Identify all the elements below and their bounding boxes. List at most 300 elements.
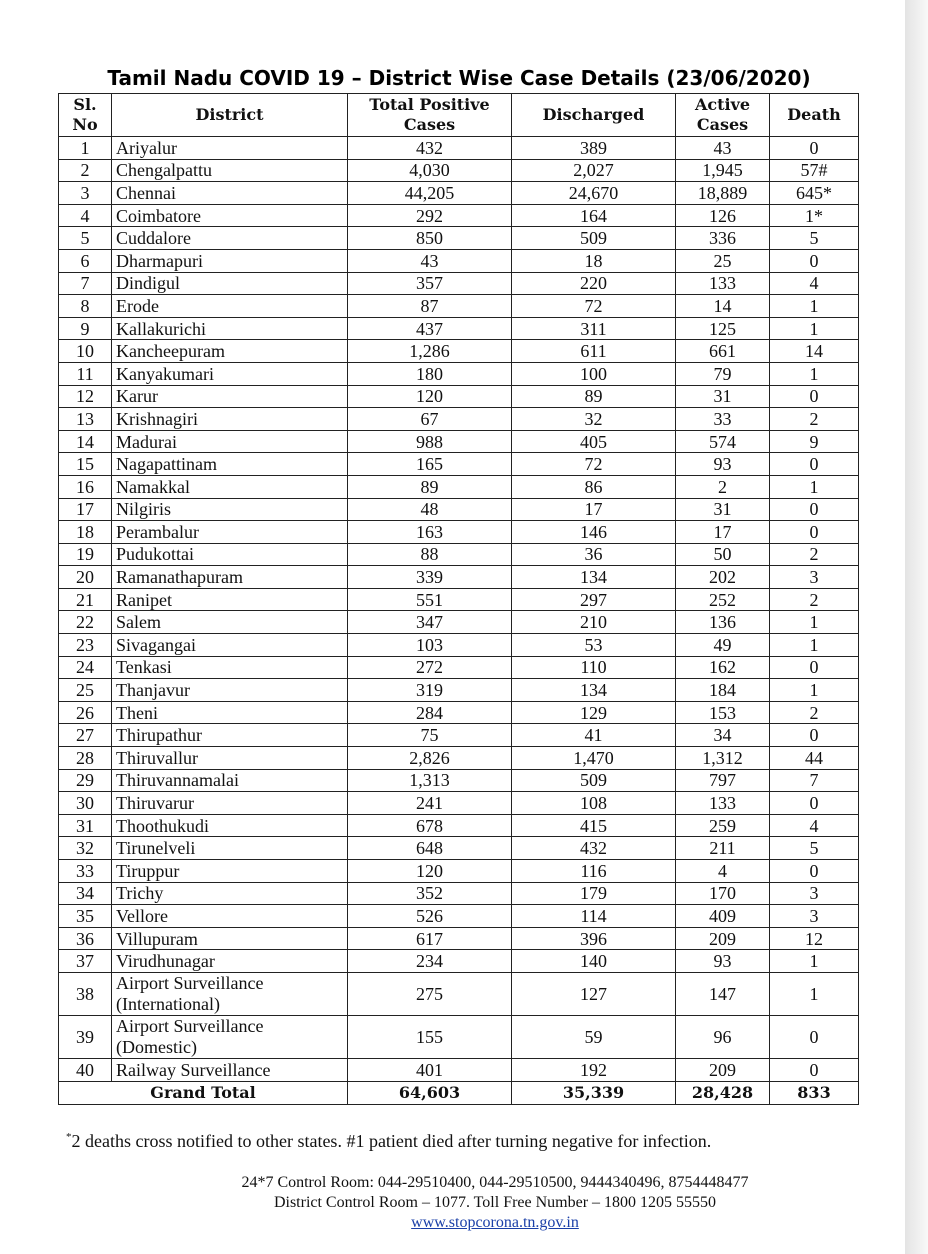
row-death: 1	[770, 634, 859, 657]
header-discharged: Discharged	[512, 94, 676, 137]
row-district: Dindigul	[112, 272, 348, 295]
header-total-line2: Cases	[403, 115, 456, 134]
table-row	[59, 679, 859, 702]
row-sl-no: 25	[59, 679, 112, 702]
row-district: Nilgiris	[112, 498, 348, 521]
row-active-cases: 93	[676, 950, 770, 973]
row-active-cases: 25	[676, 249, 770, 272]
grand-total-discharged: 35,339	[512, 1081, 676, 1104]
row-discharged: 134	[512, 679, 676, 702]
row-death: 57#	[770, 159, 859, 182]
row-active-cases: 31	[676, 385, 770, 408]
table-row	[59, 340, 859, 363]
page-edge-shadow	[905, 0, 928, 1254]
row-active-cases: 147	[676, 972, 770, 1015]
table-row	[59, 950, 859, 973]
grand-total-label: Grand Total	[59, 1081, 348, 1104]
row-discharged: 18	[512, 249, 676, 272]
row-sl-no: 3	[59, 182, 112, 205]
header-district: District	[112, 94, 348, 137]
row-death: 0	[770, 453, 859, 476]
row-sl-no: 26	[59, 701, 112, 724]
row-death: 0	[770, 498, 859, 521]
district-control-room-line: District Control Room – 1077. Toll Free Number – 1800 1205 55550	[273, 1194, 717, 1211]
row-discharged: 396	[512, 927, 676, 950]
row-discharged: 89	[512, 385, 676, 408]
table-row	[59, 385, 859, 408]
row-district: Karur	[112, 385, 348, 408]
table-row	[59, 747, 859, 770]
row-sl-no: 11	[59, 362, 112, 385]
row-sl-no: 30	[59, 792, 112, 815]
row-death: 5	[770, 837, 859, 860]
row-death: 3	[770, 905, 859, 928]
row-death: 12	[770, 927, 859, 950]
row-sl-no: 13	[59, 408, 112, 431]
row-active-cases: 409	[676, 905, 770, 928]
row-district: Sivagangai	[112, 634, 348, 657]
row-total-positive: 648	[348, 837, 512, 860]
header-sl-line2: No	[72, 115, 98, 134]
row-sl-no: 2	[59, 159, 112, 182]
row-total-positive: 617	[348, 927, 512, 950]
row-active-cases: 209	[676, 1058, 770, 1081]
row-district: Airport Surveillance (Domestic)	[112, 1015, 348, 1058]
row-active-cases: 574	[676, 430, 770, 453]
row-sl-no: 16	[59, 475, 112, 498]
row-active-cases: 153	[676, 701, 770, 724]
row-death: 2	[770, 408, 859, 431]
row-district: Namakkal	[112, 475, 348, 498]
table-row	[59, 1058, 859, 1081]
row-sl-no: 6	[59, 249, 112, 272]
row-discharged: 129	[512, 701, 676, 724]
row-total-positive: 4,030	[348, 159, 512, 182]
table-row	[59, 430, 859, 453]
row-active-cases: 125	[676, 317, 770, 340]
row-total-positive: 2,826	[348, 747, 512, 770]
row-sl-no: 35	[59, 905, 112, 928]
grand-total-active: 28,428	[676, 1081, 770, 1104]
row-sl-no: 17	[59, 498, 112, 521]
table-row	[59, 972, 859, 1015]
row-district: Villupuram	[112, 927, 348, 950]
table-row	[59, 927, 859, 950]
row-district: Kanyakumari	[112, 362, 348, 385]
row-discharged: 72	[512, 295, 676, 318]
row-district: Railway Surveillance	[112, 1058, 348, 1081]
row-total-positive: 551	[348, 588, 512, 611]
row-death: 645*	[770, 182, 859, 205]
row-death: 1	[770, 295, 859, 318]
table-row	[59, 204, 859, 227]
row-death: 0	[770, 521, 859, 544]
table-row	[59, 611, 859, 634]
table-row	[59, 860, 859, 883]
row-district: Erode	[112, 295, 348, 318]
row-discharged: 127	[512, 972, 676, 1015]
row-district: Airport Surveillance (International)	[112, 972, 348, 1015]
row-sl-no: 19	[59, 543, 112, 566]
table-row	[59, 408, 859, 431]
table-row	[59, 656, 859, 679]
row-district: Ariyalur	[112, 137, 348, 160]
row-discharged: 114	[512, 905, 676, 928]
row-discharged: 389	[512, 137, 676, 160]
row-active-cases: 14	[676, 295, 770, 318]
row-sl-no: 7	[59, 272, 112, 295]
row-total-positive: 89	[348, 475, 512, 498]
row-total-positive: 87	[348, 295, 512, 318]
row-sl-no: 4	[59, 204, 112, 227]
row-active-cases: 79	[676, 362, 770, 385]
row-total-positive: 103	[348, 634, 512, 657]
row-total-positive: 88	[348, 543, 512, 566]
row-death: 7	[770, 769, 859, 792]
row-discharged: 164	[512, 204, 676, 227]
header-sl-line1: Sl.	[73, 95, 97, 114]
row-district: Dharmapuri	[112, 249, 348, 272]
row-total-positive: 319	[348, 679, 512, 702]
table-row	[59, 272, 859, 295]
row-total-positive: 678	[348, 814, 512, 837]
row-death: 2	[770, 543, 859, 566]
row-discharged: 509	[512, 227, 676, 250]
grand-total-death: 833	[770, 1081, 859, 1104]
row-discharged: 179	[512, 882, 676, 905]
row-sl-no: 27	[59, 724, 112, 747]
row-discharged: 17	[512, 498, 676, 521]
row-sl-no: 33	[59, 860, 112, 883]
row-discharged: 86	[512, 475, 676, 498]
row-active-cases: 133	[676, 272, 770, 295]
row-total-positive: 357	[348, 272, 512, 295]
row-sl-no: 38	[59, 972, 112, 1015]
header-active-line1: Active	[694, 95, 751, 114]
row-active-cases: 170	[676, 882, 770, 905]
footnote	[66, 1126, 826, 1152]
row-active-cases: 661	[676, 340, 770, 363]
row-district: Vellore	[112, 905, 348, 928]
row-active-cases: 797	[676, 769, 770, 792]
row-active-cases: 93	[676, 453, 770, 476]
table-body	[59, 137, 859, 1082]
row-district: Virudhunagar	[112, 950, 348, 973]
row-total-positive: 67	[348, 408, 512, 431]
row-sl-no: 36	[59, 927, 112, 950]
row-total-positive: 437	[348, 317, 512, 340]
row-district: Krishnagiri	[112, 408, 348, 431]
row-total-positive: 339	[348, 566, 512, 589]
row-sl-no: 10	[59, 340, 112, 363]
row-active-cases: 162	[676, 656, 770, 679]
row-district: Coimbatore	[112, 204, 348, 227]
row-death: 0	[770, 385, 859, 408]
row-district: Perambalur	[112, 521, 348, 544]
row-district: Chennai	[112, 182, 348, 205]
grand-total-positive: 64,603	[348, 1081, 512, 1104]
row-death: 1	[770, 611, 859, 634]
document-title: Tamil Nadu COVID 19 – District Wise Case Details (23/06/2020)	[107, 66, 811, 90]
row-sl-no: 28	[59, 747, 112, 770]
row-death: 3	[770, 566, 859, 589]
table-row	[59, 769, 859, 792]
table-row	[59, 137, 859, 160]
header-active-line2: Cases	[696, 115, 749, 134]
row-district: Theni	[112, 701, 348, 724]
row-death: 0	[770, 137, 859, 160]
website-link[interactable]: www.stopcorona.tn.gov.in	[411, 1214, 579, 1231]
table-row	[59, 724, 859, 747]
row-district: Tenkasi	[112, 656, 348, 679]
row-active-cases: 1,945	[676, 159, 770, 182]
row-active-cases: 4	[676, 860, 770, 883]
row-total-positive: 401	[348, 1058, 512, 1081]
contact-block	[60, 1173, 928, 1233]
row-active-cases: 252	[676, 588, 770, 611]
row-death: 0	[770, 724, 859, 747]
row-total-positive: 120	[348, 860, 512, 883]
row-death: 0	[770, 792, 859, 815]
row-death: 14	[770, 340, 859, 363]
row-total-positive: 180	[348, 362, 512, 385]
row-sl-no: 32	[59, 837, 112, 860]
row-sl-no: 22	[59, 611, 112, 634]
row-discharged: 100	[512, 362, 676, 385]
table-row	[59, 814, 859, 837]
row-district: Thiruvallur	[112, 747, 348, 770]
row-active-cases: 259	[676, 814, 770, 837]
row-district: Kancheepuram	[112, 340, 348, 363]
row-discharged: 53	[512, 634, 676, 657]
row-total-positive: 234	[348, 950, 512, 973]
row-total-positive: 347	[348, 611, 512, 634]
row-district: Nagapattinam	[112, 453, 348, 476]
row-death: 1	[770, 362, 859, 385]
row-death: 4	[770, 814, 859, 837]
row-total-positive: 432	[348, 137, 512, 160]
table-row	[59, 521, 859, 544]
row-sl-no: 34	[59, 882, 112, 905]
row-district: Thanjavur	[112, 679, 348, 702]
header-total-line1: Total Positive	[369, 95, 490, 114]
row-active-cases: 1,312	[676, 747, 770, 770]
header-total-positive	[348, 94, 512, 137]
row-death: 2	[770, 701, 859, 724]
row-discharged: 210	[512, 611, 676, 634]
row-total-positive: 155	[348, 1015, 512, 1058]
table-row	[59, 792, 859, 815]
row-district: Salem	[112, 611, 348, 634]
row-district: Thoothukudi	[112, 814, 348, 837]
table-row	[59, 362, 859, 385]
row-discharged: 146	[512, 521, 676, 544]
row-total-positive: 44,205	[348, 182, 512, 205]
row-active-cases: 18,889	[676, 182, 770, 205]
row-district: Thiruvarur	[112, 792, 348, 815]
row-sl-no: 29	[59, 769, 112, 792]
row-sl-no: 14	[59, 430, 112, 453]
row-total-positive: 275	[348, 972, 512, 1015]
row-discharged: 59	[512, 1015, 676, 1058]
row-total-positive: 988	[348, 430, 512, 453]
row-death: 44	[770, 747, 859, 770]
row-discharged: 36	[512, 543, 676, 566]
row-death: 0	[770, 860, 859, 883]
row-total-positive: 165	[348, 453, 512, 476]
row-total-positive: 1,313	[348, 769, 512, 792]
row-discharged: 41	[512, 724, 676, 747]
row-sl-no: 18	[59, 521, 112, 544]
row-active-cases: 133	[676, 792, 770, 815]
row-death: 1	[770, 317, 859, 340]
table-row	[59, 634, 859, 657]
row-sl-no: 40	[59, 1058, 112, 1081]
row-total-positive: 850	[348, 227, 512, 250]
row-active-cases: 33	[676, 408, 770, 431]
row-sl-no: 37	[59, 950, 112, 973]
row-discharged: 32	[512, 408, 676, 431]
row-sl-no: 31	[59, 814, 112, 837]
row-death: 1	[770, 475, 859, 498]
row-district: Cuddalore	[112, 227, 348, 250]
footnote-mark: *	[66, 1131, 72, 1143]
table-row	[59, 1015, 859, 1058]
row-district: Pudukottai	[112, 543, 348, 566]
row-sl-no: 9	[59, 317, 112, 340]
row-death: 0	[770, 249, 859, 272]
row-discharged: 110	[512, 656, 676, 679]
row-death: 1	[770, 950, 859, 973]
row-active-cases: 31	[676, 498, 770, 521]
district-case-table	[58, 93, 859, 1105]
row-district: Tiruppur	[112, 860, 348, 883]
row-total-positive: 120	[348, 385, 512, 408]
header-sl-no	[59, 94, 112, 137]
row-total-positive: 272	[348, 656, 512, 679]
row-district: Chengalpattu	[112, 159, 348, 182]
row-active-cases: 17	[676, 521, 770, 544]
row-active-cases: 211	[676, 837, 770, 860]
row-active-cases: 136	[676, 611, 770, 634]
grand-total-row	[59, 1081, 859, 1104]
row-sl-no: 12	[59, 385, 112, 408]
row-discharged: 405	[512, 430, 676, 453]
row-sl-no: 21	[59, 588, 112, 611]
row-active-cases: 336	[676, 227, 770, 250]
row-total-positive: 352	[348, 882, 512, 905]
header-death: Death	[770, 94, 859, 137]
table-row	[59, 566, 859, 589]
row-active-cases: 34	[676, 724, 770, 747]
row-discharged: 220	[512, 272, 676, 295]
row-district: Ramanathapuram	[112, 566, 348, 589]
row-discharged: 1,470	[512, 747, 676, 770]
row-active-cases: 184	[676, 679, 770, 702]
footnote-text: 2 deaths cross notified to other states. #1 patient died after turning negative for infection.	[71, 1131, 712, 1151]
table-row	[59, 837, 859, 860]
row-total-positive: 1,286	[348, 340, 512, 363]
row-active-cases: 202	[676, 566, 770, 589]
row-discharged: 24,670	[512, 182, 676, 205]
row-death: 0	[770, 1058, 859, 1081]
table-header-row	[59, 94, 859, 137]
row-total-positive: 75	[348, 724, 512, 747]
row-active-cases: 49	[676, 634, 770, 657]
table-row	[59, 701, 859, 724]
row-discharged: 311	[512, 317, 676, 340]
row-sl-no: 24	[59, 656, 112, 679]
row-death: 5	[770, 227, 859, 250]
row-discharged: 415	[512, 814, 676, 837]
table-row	[59, 227, 859, 250]
table-row	[59, 475, 859, 498]
row-sl-no: 39	[59, 1015, 112, 1058]
row-discharged: 140	[512, 950, 676, 973]
row-discharged: 134	[512, 566, 676, 589]
row-active-cases: 50	[676, 543, 770, 566]
row-discharged: 297	[512, 588, 676, 611]
table-row	[59, 317, 859, 340]
row-active-cases: 43	[676, 137, 770, 160]
row-sl-no: 23	[59, 634, 112, 657]
row-district: Thiruvannamalai	[112, 769, 348, 792]
table-row	[59, 249, 859, 272]
row-district: Madurai	[112, 430, 348, 453]
row-discharged: 116	[512, 860, 676, 883]
row-death: 2	[770, 588, 859, 611]
row-death: 0	[770, 1015, 859, 1058]
row-total-positive: 163	[348, 521, 512, 544]
row-discharged: 108	[512, 792, 676, 815]
row-active-cases: 2	[676, 475, 770, 498]
row-district: Kallakurichi	[112, 317, 348, 340]
row-sl-no: 1	[59, 137, 112, 160]
table-row	[59, 882, 859, 905]
table-row	[59, 498, 859, 521]
table-row	[59, 295, 859, 318]
row-death: 1	[770, 972, 859, 1015]
row-discharged: 192	[512, 1058, 676, 1081]
row-sl-no: 15	[59, 453, 112, 476]
row-district: Ranipet	[112, 588, 348, 611]
table-row	[59, 182, 859, 205]
row-sl-no: 5	[59, 227, 112, 250]
row-district: Thirupathur	[112, 724, 348, 747]
row-active-cases: 209	[676, 927, 770, 950]
row-total-positive: 292	[348, 204, 512, 227]
row-total-positive: 241	[348, 792, 512, 815]
row-death: 1	[770, 679, 859, 702]
table-row	[59, 453, 859, 476]
table-row	[59, 159, 859, 182]
row-total-positive: 526	[348, 905, 512, 928]
row-active-cases: 126	[676, 204, 770, 227]
row-death: 9	[770, 430, 859, 453]
row-total-positive: 43	[348, 249, 512, 272]
row-sl-no: 8	[59, 295, 112, 318]
row-death: 4	[770, 272, 859, 295]
row-discharged: 72	[512, 453, 676, 476]
row-discharged: 432	[512, 837, 676, 860]
row-discharged: 2,027	[512, 159, 676, 182]
row-active-cases: 96	[676, 1015, 770, 1058]
row-total-positive: 48	[348, 498, 512, 521]
control-room-line: 24*7 Control Room: 044-29510400, 044-29510500, 9444340496, 8754448477	[241, 1174, 749, 1191]
header-active-cases	[676, 94, 770, 137]
row-district: Trichy	[112, 882, 348, 905]
row-discharged: 611	[512, 340, 676, 363]
